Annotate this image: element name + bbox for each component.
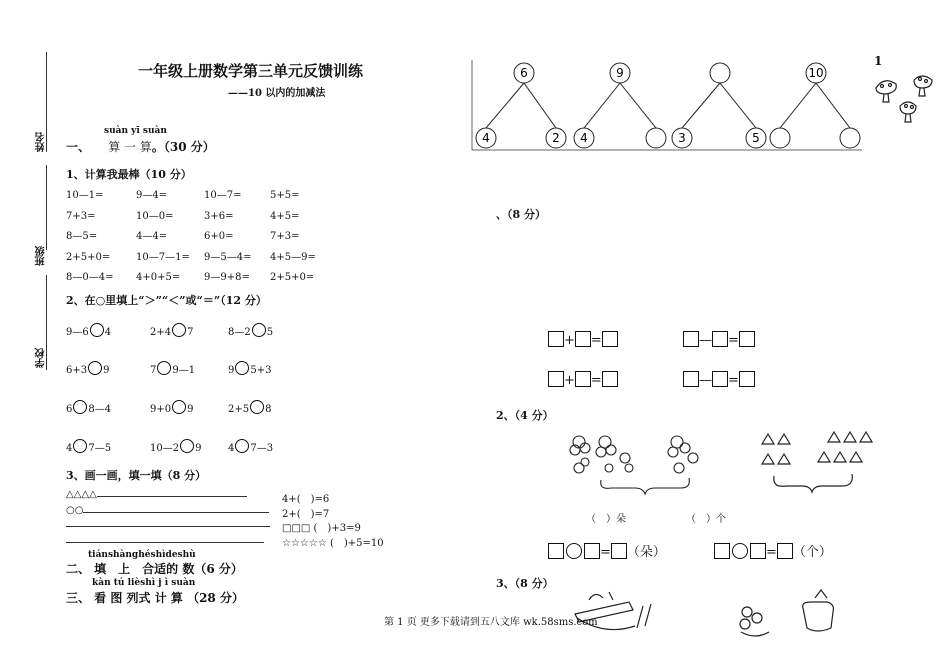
q2-right-expr: 7—5 [88, 443, 112, 454]
q1-cell: 9—4= [136, 190, 168, 201]
r2-unit-2: （ ）个 [686, 514, 726, 525]
q1-cell: 4+5—9= [270, 251, 316, 263]
r1-eq-minus-2: — = [683, 371, 755, 388]
page-title: 一年级上册数学第三单元反馈训练 [138, 62, 364, 80]
r2-label: 2、（4 分） [496, 409, 554, 422]
page-subtitle: ——10 以内的加减法 [228, 88, 326, 99]
tree-node-value: 2 [552, 131, 560, 145]
section3-heading: 三、 看 图 列式 计 算 （28 分） [66, 591, 244, 605]
margin-line [46, 165, 47, 250]
q3-shapes: ○○ [66, 505, 84, 516]
flowers-illustration [565, 428, 710, 498]
q2-left-expr: 7 [150, 365, 157, 376]
q2-left-expr: 8—2 [228, 327, 251, 338]
q2-left-expr: 4 [66, 443, 73, 454]
tree-node-value: 4 [580, 131, 588, 145]
r2-eq-2: = （个） [714, 541, 832, 560]
section2-pinyin: tiánshànghéshìdeshù [88, 550, 196, 560]
r2-eq-1: = （朵） [548, 541, 666, 560]
q2-right-expr: 7—3 [250, 443, 274, 454]
q1-cell: 7+3= [270, 231, 300, 242]
q1-cell: 7+3= [66, 210, 96, 222]
compare-circle[interactable] [250, 400, 264, 414]
number-trees [470, 58, 870, 158]
q1-cell: 10—7—1= [136, 251, 190, 263]
q2-right-expr: 7 [187, 327, 194, 338]
q2-right-expr: 5 [266, 327, 274, 338]
q2-right-expr: 4 [104, 327, 112, 338]
q2-item [228, 323, 273, 338]
compare-circle[interactable] [235, 361, 249, 375]
q2-left-expr: 6 [66, 404, 73, 415]
r1-eq-plus-1: + = [548, 331, 618, 348]
tree-node-value: 10 [808, 66, 824, 80]
r2-eq1-unit: （朵） [626, 545, 666, 560]
tree-branch [584, 83, 620, 128]
mushroom-illustration [870, 70, 940, 130]
q2-title: 2、在○里填上“＞”“＜”或“＝”（12 分） [66, 294, 267, 307]
q2-item [66, 439, 111, 454]
section1-dot: 。 [151, 140, 164, 154]
page-number: 1 [874, 54, 883, 68]
q2-right-expr: 9 [195, 443, 202, 454]
r2-eq2-unit: （个） [792, 545, 832, 560]
q2-left-expr: 9 [228, 365, 235, 376]
tree-branch [780, 83, 816, 128]
q2-left-expr: 10—2 [150, 443, 180, 454]
school-label: 学校 [36, 348, 47, 368]
q2-left-expr: 9+0 [150, 404, 172, 415]
tree-branch [816, 83, 850, 128]
tree-node-value: 3 [678, 131, 686, 145]
section1-pinyin: suàn yī suàn [104, 126, 167, 136]
compare-circle[interactable] [172, 400, 186, 414]
name-label: 姓名 [36, 132, 47, 152]
q3-eq-1: 4+( )=6 [282, 494, 330, 505]
q1-cell: 4+0+5= [136, 272, 181, 283]
q2-item [150, 361, 195, 376]
tree-branch [524, 83, 556, 128]
tree-node-right[interactable] [840, 128, 860, 148]
q1-cell: 4—4= [136, 231, 168, 242]
compare-circle[interactable] [73, 439, 87, 453]
q2-right-expr: 9—1 [172, 365, 196, 376]
r1-label: 、（8 分） [496, 208, 546, 221]
compare-circle[interactable] [73, 400, 87, 414]
class-label: 班级 [36, 246, 47, 266]
q1-cell: 4+5= [270, 210, 300, 222]
tree-branch [486, 83, 524, 128]
q2-left-expr: 2+5 [228, 404, 250, 415]
q3-shapes: △△△△ [66, 489, 97, 500]
q2-right-expr: 5+3 [250, 365, 272, 376]
r1-eq-minus-1: — = [683, 331, 755, 348]
tree-branch [682, 83, 720, 128]
compare-circle[interactable] [90, 323, 104, 337]
q1-cell: 9—5—4= [204, 251, 252, 263]
q3-row-2 [66, 505, 269, 516]
compare-circle[interactable] [88, 361, 102, 375]
q3-eq-2: 2+( )=7 [282, 509, 330, 520]
section2-heading: 二、 填 上 合适的 数（6 分） [66, 562, 243, 576]
tree-node-value: 6 [520, 66, 528, 80]
q2-item [228, 439, 273, 454]
section1-heading [66, 138, 215, 155]
q1-cell: 3+6= [204, 210, 234, 222]
tree-node-right[interactable] [646, 128, 666, 148]
q3-title: 3、画一画，填一填（8 分） [66, 469, 207, 482]
q2-item [66, 361, 109, 376]
q2-item [150, 439, 201, 454]
tree-node-value: 5 [752, 131, 760, 145]
q1-cell: 5+5= [270, 190, 300, 201]
q2-item [66, 323, 111, 338]
r1-eq-plus-2: + = [548, 371, 618, 388]
section1-points: （30 分） [163, 140, 215, 154]
q1-cell: 2+5+0= [66, 251, 111, 263]
tree-node-top[interactable] [710, 63, 730, 83]
r2-unit-1: （ ）朵 [586, 514, 626, 525]
q2-right-expr: 9 [103, 365, 110, 376]
section3-pinyin: kàn tú lièshì j ì suàn [92, 578, 196, 588]
q3-row-3 [66, 519, 270, 530]
tree-node-value: 4 [482, 131, 490, 145]
q1-cell: 9—9+8= [204, 272, 250, 283]
q3-eq-4: ☆☆☆☆☆ ( )+5=10 [282, 538, 384, 549]
q2-item [150, 400, 193, 415]
q1-cell: 10—7= [204, 190, 242, 201]
compare-circle[interactable] [172, 323, 186, 337]
q2-left-expr: 9—6 [66, 327, 89, 338]
q1-cell: 8—5= [66, 231, 98, 242]
compare-circle[interactable] [157, 361, 171, 375]
q2-item [150, 323, 193, 338]
q2-item [66, 400, 111, 415]
q1-title: 1、计算我最棒（10 分） [66, 168, 192, 181]
compare-circle[interactable] [235, 439, 249, 453]
q2-left-expr: 2+4 [150, 327, 172, 338]
section1-title: 算 一 算 [108, 140, 152, 154]
q2-left-expr: 4 [228, 443, 235, 454]
q2-left-expr: 6+3 [66, 365, 88, 376]
tree-node-value: 9 [616, 66, 624, 80]
q2-right-expr: 9 [187, 404, 194, 415]
q1-cell: 8—0—4= [66, 272, 114, 283]
q2-item [228, 361, 271, 376]
r3-label: 3、（8 分） [496, 577, 554, 590]
q1-cell: 6+0= [204, 231, 234, 242]
q2-item [228, 400, 271, 415]
q1-cell: 10—0= [136, 210, 174, 222]
q1-cell: 10—1= [66, 190, 104, 201]
compare-circle[interactable] [180, 439, 194, 453]
q3-row-1 [66, 489, 247, 500]
tree-node-left[interactable] [770, 128, 790, 148]
q1-cell: 2+5+0= [270, 272, 315, 283]
q3-eq-3: □□□ ( )+3=9 [282, 523, 361, 534]
q3-row-4 [66, 535, 264, 546]
compare-circle[interactable] [252, 323, 266, 337]
tree-branch [620, 83, 656, 128]
page-footer: 第 1 页 更多下载请到五八文库 wk.58sms.com [384, 617, 598, 628]
tree-branch [720, 83, 756, 128]
q2-right-expr: 8—4 [88, 404, 112, 415]
section3-illustration [565, 588, 865, 648]
q2-right-expr: 8 [265, 404, 272, 415]
triangles-illustration [758, 428, 873, 498]
section1-index: 一、 [66, 140, 91, 154]
